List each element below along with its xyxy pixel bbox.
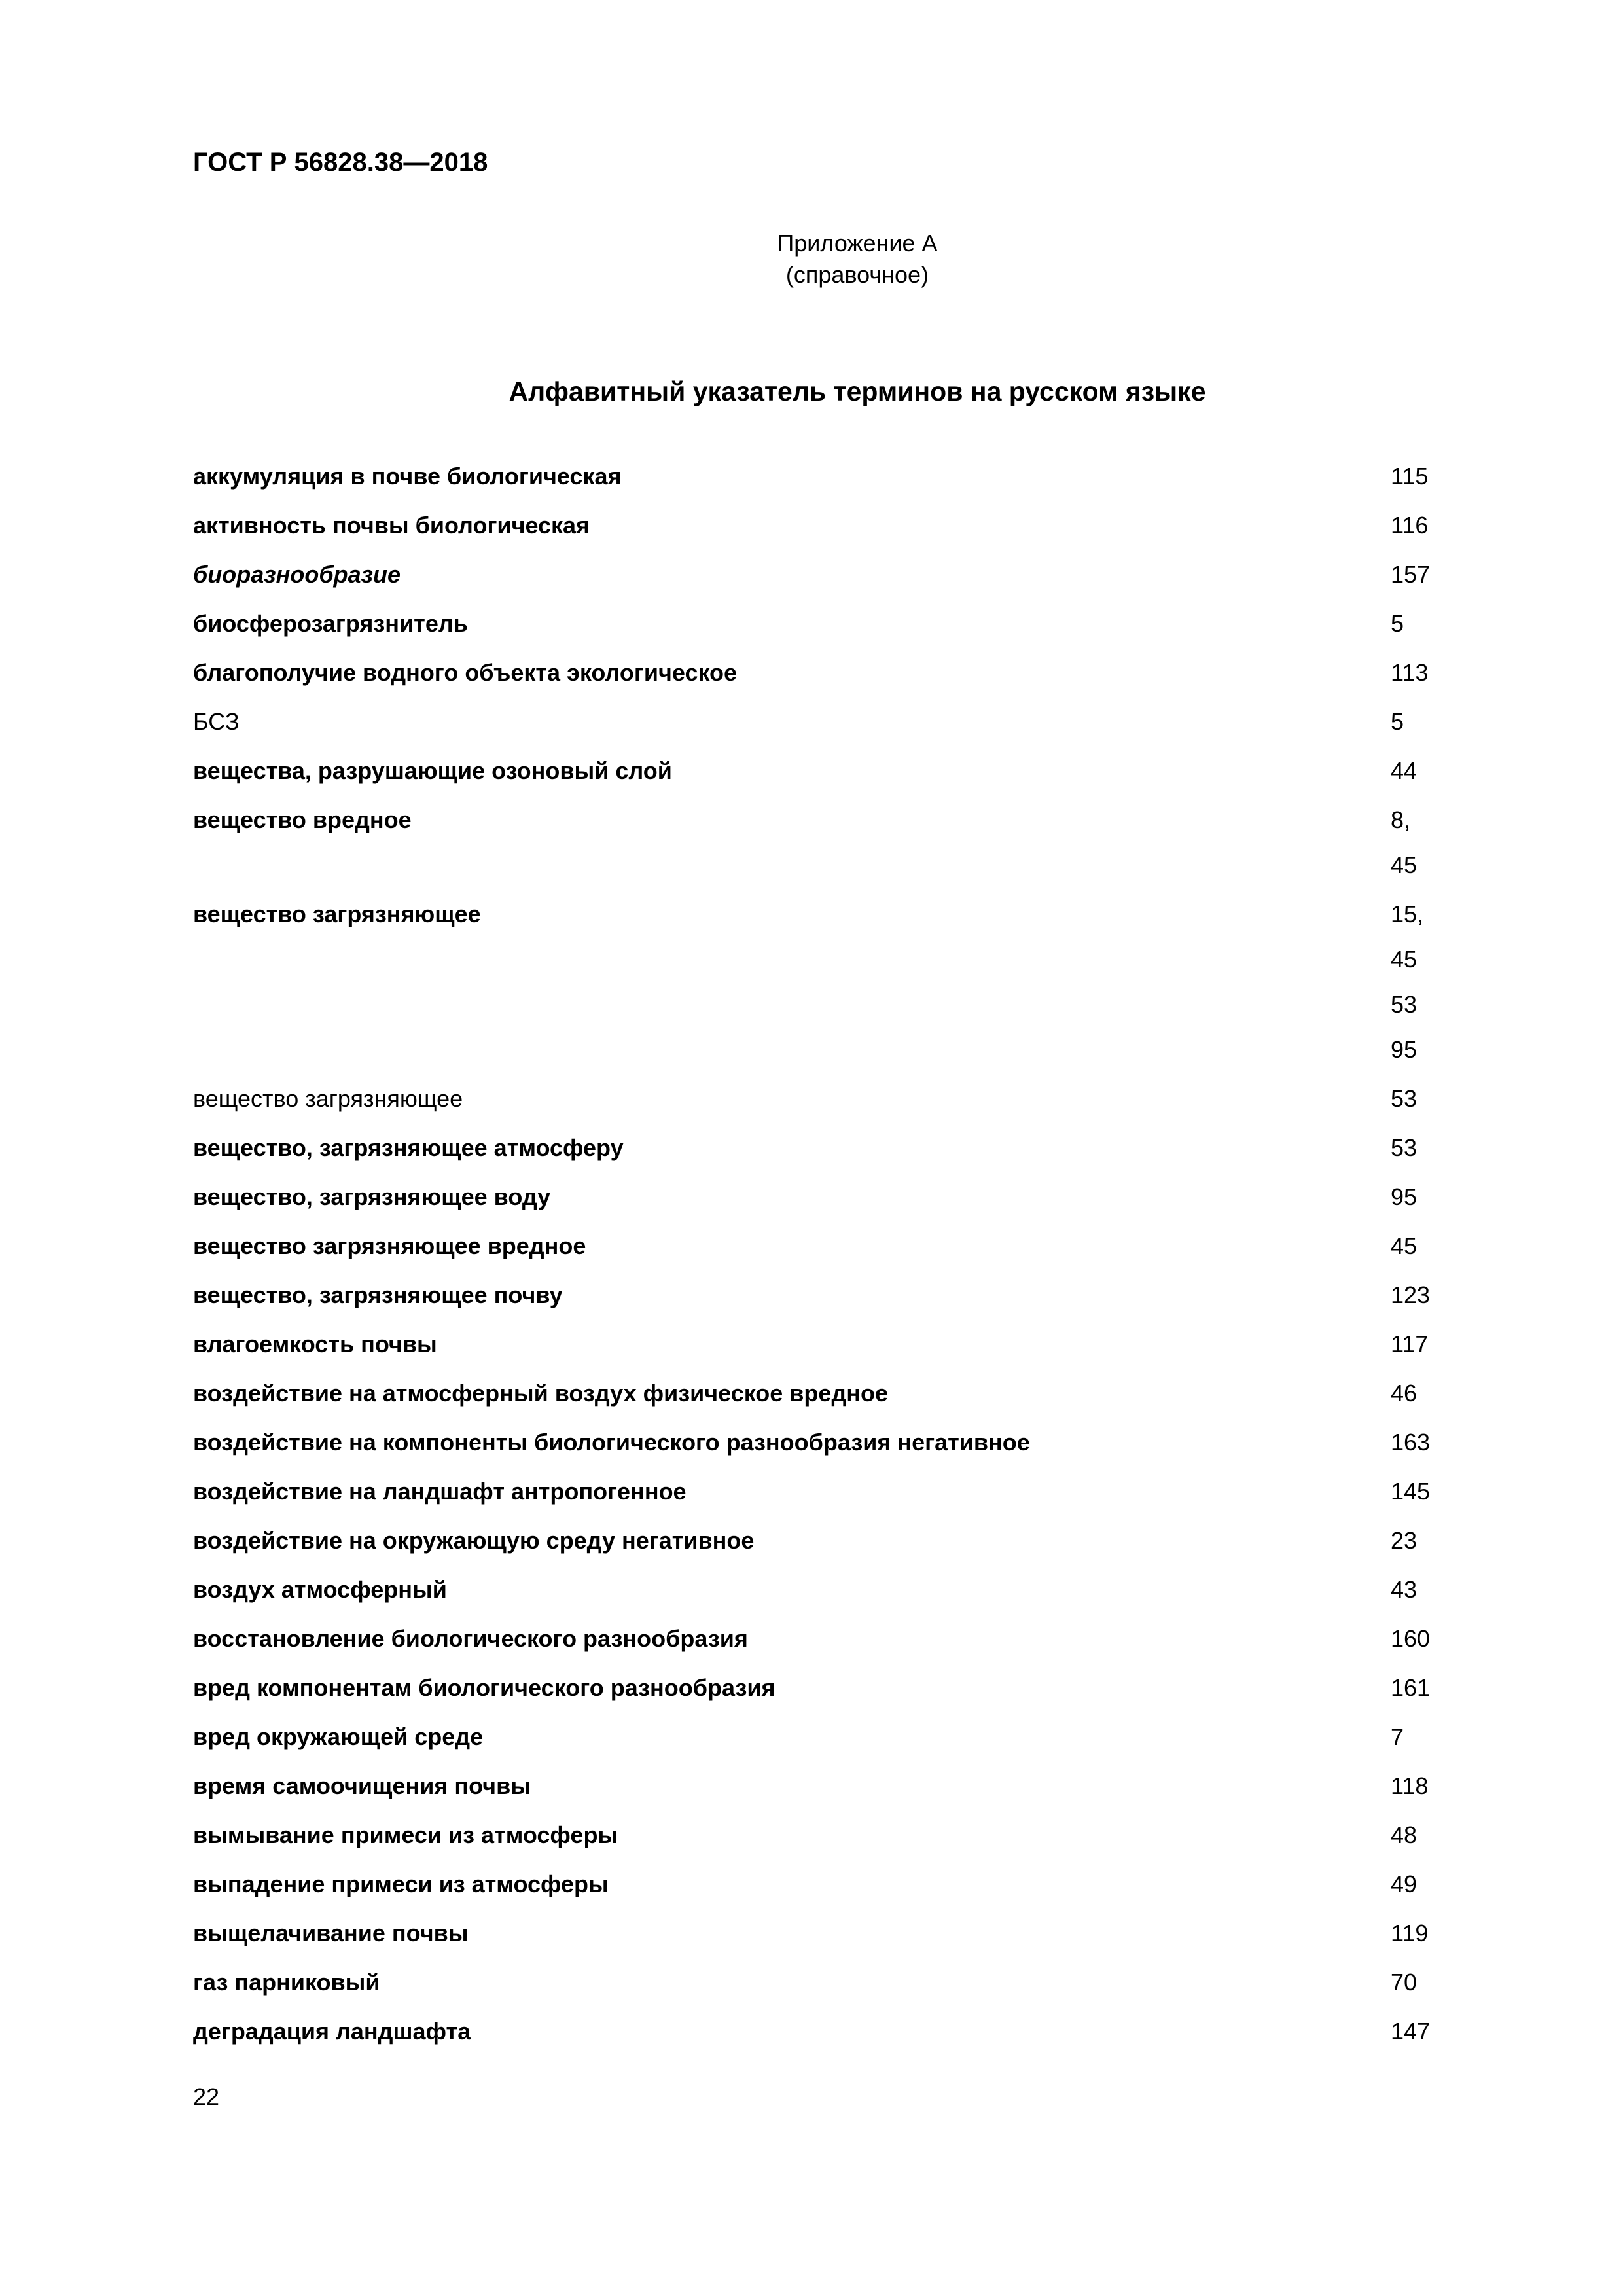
index-entry (193, 1476, 1443, 1525)
appendix-label: Приложение А (777, 230, 938, 257)
document-code: ГОСТ Р 56828.38—2018 (193, 148, 488, 177)
index-entry (193, 1378, 1443, 1427)
index-term: вещество загрязняющее (193, 1085, 463, 1112)
index-term: БСЗ (193, 708, 240, 735)
index-term: аккумуляция в почве биологическая (193, 463, 622, 490)
index-entry (193, 1672, 1443, 1721)
index-entry (193, 1623, 1443, 1672)
index-entry (193, 1918, 1443, 1967)
index-title: Алфавитный указатель терминов на русском языке (508, 376, 1206, 406)
index-entry (193, 461, 1443, 510)
index-term: газ парниковый (193, 1969, 380, 1996)
index-entry (193, 899, 1443, 944)
index-term: вещество загрязняющее (193, 901, 481, 927)
index-page-ref: 45 (1391, 946, 1418, 973)
index-page-ref: 43 (1391, 1576, 1418, 1603)
index-page-ref: 116 (1391, 512, 1429, 539)
index-page-ref: 117 (1391, 1331, 1429, 1357)
index-term: вред компонентам биологического разнообразия (193, 1674, 776, 1701)
index-term: вещество, загрязняющее атмосферу (193, 1134, 624, 1161)
index-page-ref: 53 (1391, 991, 1418, 1018)
index-entry (193, 510, 1443, 559)
index-term: вещество загрязняющее вредное (193, 1232, 586, 1259)
index-term: вред окружающей среде (193, 1723, 484, 1750)
index-term: воздух атмосферный (193, 1576, 447, 1603)
index-entry (193, 1181, 1443, 1230)
index-term: влагоемкость почвы (193, 1331, 437, 1357)
index-entry (193, 1574, 1443, 1623)
index-term: выщелачивание почвы (193, 1920, 469, 1946)
index-page-ref: 8, (1391, 806, 1411, 833)
index-entry (193, 657, 1443, 706)
index-entry (193, 1280, 1443, 1329)
index-term: биосферозагрязнитель (193, 610, 468, 637)
index-page-ref: 147 (1391, 2018, 1431, 2045)
index-page-ref: 145 (1391, 1478, 1431, 1505)
page-number: 22 (193, 2083, 220, 2110)
index-page-ref: 46 (1391, 1380, 1418, 1407)
index-term: деградация ландшафта (193, 2018, 471, 2045)
index-entry (193, 1230, 1443, 1280)
index-term: воздействие на компоненты биологического разнообразия негативное (193, 1429, 1030, 1456)
index-page-ref: 15, (1391, 901, 1424, 927)
index-entry (193, 1132, 1443, 1181)
appendix-type: (справочное) (785, 261, 929, 288)
index-term: вещество вредное (193, 806, 412, 833)
index-entry-continuation (193, 1034, 1443, 1083)
index-page-ref: 5 (1391, 708, 1404, 735)
index-term: вещество, загрязняющее почву (193, 1282, 563, 1308)
index-page-ref: 70 (1391, 1969, 1418, 1996)
index-page-ref: 7 (1391, 1723, 1404, 1750)
index-page-ref: 157 (1391, 561, 1431, 588)
index-term: воздействие на окружающую среду негативное (193, 1527, 755, 1554)
index-entry (193, 1869, 1443, 1918)
index-page-ref: 123 (1391, 1282, 1431, 1308)
index-term: вымывание примеси из атмосферы (193, 1821, 618, 1848)
index-page-ref: 48 (1391, 1821, 1418, 1848)
index-term: выпадение примеси из атмосферы (193, 1871, 609, 1897)
index-entry-continuation (193, 850, 1443, 899)
index-term: восстановление биологического разнообразия (193, 1625, 748, 1652)
index-page-ref: 113 (1391, 659, 1429, 686)
index-entry (193, 559, 1443, 608)
index-entry (193, 706, 1443, 755)
index-entry (193, 1967, 1443, 2016)
index-page-ref: 160 (1391, 1625, 1431, 1652)
index-page-ref: 161 (1391, 1674, 1431, 1701)
index-entry (193, 1721, 1443, 1770)
index-entry (193, 2016, 1443, 2065)
index-entry (193, 1329, 1443, 1378)
index-entry-continuation (193, 944, 1443, 989)
index-term: активность почвы биологическая (193, 512, 590, 539)
index-term: биоразнообразие (193, 561, 401, 588)
index-entry (193, 1083, 1443, 1132)
index-page-ref: 118 (1391, 1772, 1429, 1799)
index-entry (193, 608, 1443, 657)
index-page-ref: 163 (1391, 1429, 1431, 1456)
index-entry (193, 804, 1443, 850)
index-page-ref: 49 (1391, 1871, 1418, 1897)
index-term: время самоочищения почвы (193, 1772, 531, 1799)
index-page-ref: 45 (1391, 852, 1418, 878)
index-entry-continuation (193, 989, 1443, 1034)
index-entry (193, 1820, 1443, 1869)
index-entry (193, 755, 1443, 804)
index-term: воздействие на атмосферный воздух физическое вредное (193, 1380, 889, 1407)
index-page-ref: 5 (1391, 610, 1404, 637)
index-entry (193, 1770, 1443, 1820)
index-page-ref: 115 (1391, 463, 1429, 490)
index-term: воздействие на ландшафт антропогенное (193, 1478, 687, 1505)
index-page-ref: 95 (1391, 1036, 1418, 1063)
index-page-ref: 95 (1391, 1183, 1418, 1210)
index-page-ref: 53 (1391, 1134, 1418, 1161)
index-page-ref: 119 (1391, 1920, 1429, 1946)
index-term: благополучие водного объекта экологическое (193, 659, 738, 686)
appendix-heading (0, 228, 1623, 291)
index-term: вещество, загрязняющее воду (193, 1183, 551, 1210)
index-term: вещества, разрушающие озоновый слой (193, 757, 672, 784)
index-page-ref: 44 (1391, 757, 1418, 784)
index-entry (193, 1427, 1443, 1476)
index-page-ref: 53 (1391, 1085, 1418, 1112)
index-page-ref: 45 (1391, 1232, 1418, 1259)
index-entry (193, 1525, 1443, 1574)
index-page-ref: 23 (1391, 1527, 1418, 1554)
term-index-list (193, 461, 1443, 2065)
